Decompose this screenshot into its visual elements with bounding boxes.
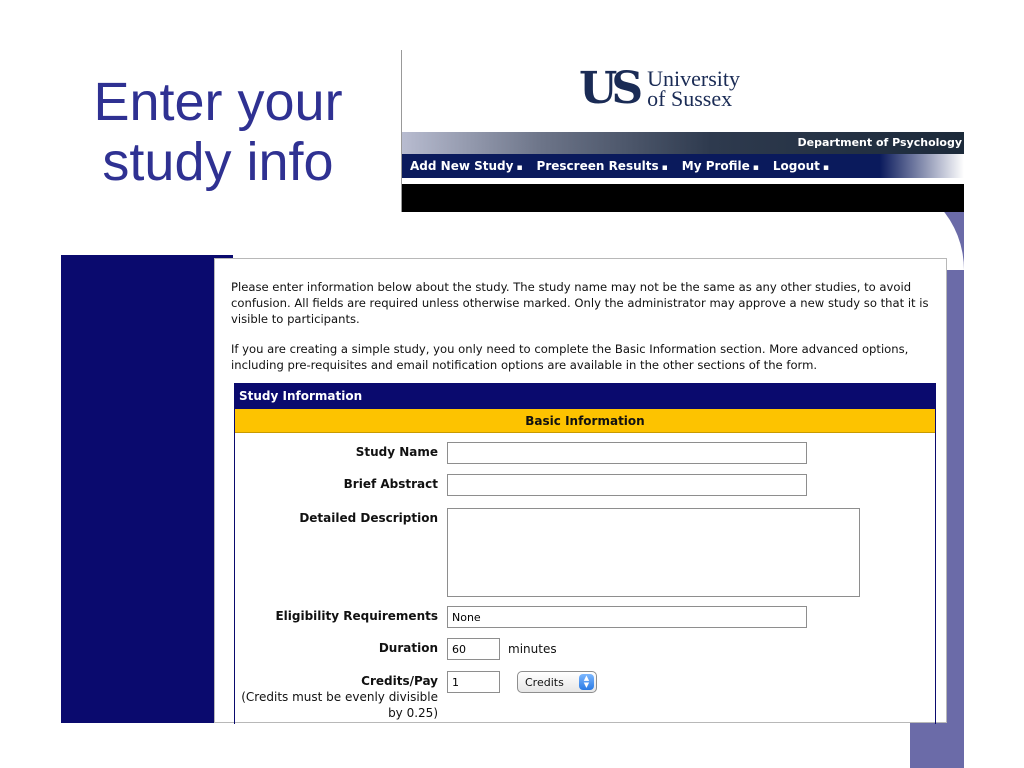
study-form-panel	[214, 258, 947, 723]
duration-input[interactable]	[447, 638, 500, 660]
nav-add-new-study[interactable]: Add New Study ▪	[410, 159, 523, 173]
nav-prescreen-results[interactable]: Prescreen Results ▪	[536, 159, 668, 173]
nav-separator-icon: ▪	[516, 163, 523, 173]
logo-mark: US	[579, 63, 638, 114]
credits-label: Credits/Pay	[361, 674, 438, 688]
study-name-label: Study Name	[355, 445, 438, 459]
slide-title: Enter your study info	[93, 72, 343, 192]
subsection-header: Basic Information	[235, 409, 935, 433]
intro-paragraph-1: Please enter information below about the study. The study name may not be the same as any other studies, to avoid confusion. All fields are required unless otherwise marked. Only the administrator may approve a new study so that it is visible to participants.	[231, 280, 929, 326]
section-header: Study Information	[235, 384, 935, 409]
eligibility-label: Eligibility Requirements	[275, 609, 438, 623]
logo-text	[647, 66, 741, 111]
study-information-box	[234, 383, 936, 724]
logo-line-1: University	[647, 66, 741, 91]
duration-label: Duration	[378, 641, 438, 655]
credits-type-select[interactable]	[517, 671, 597, 693]
nav-logout[interactable]: Logout ▪	[772, 159, 830, 173]
eligibility-input[interactable]	[447, 606, 807, 628]
nav-my-profile[interactable]: My Profile ▪	[681, 159, 759, 173]
logo-line-2: of Sussex	[647, 86, 733, 111]
nav-separator-icon: ▪	[822, 163, 830, 173]
slide-left-block	[61, 255, 233, 723]
duration-unit: minutes	[508, 642, 557, 656]
brief-abstract-input[interactable]	[447, 474, 807, 496]
intro-paragraph-2: If you are creating a simple study, you only need to complete the Basic Information section. More advanced options, including pre-requisites and email notification options are available in the other sections of the form.	[231, 342, 909, 372]
study-name-input[interactable]	[447, 442, 807, 464]
university-logo[interactable]	[579, 63, 741, 114]
main-nav	[402, 154, 964, 178]
department-label: Department of Psychology	[797, 136, 962, 149]
credits-label-group	[235, 673, 438, 721]
nav-separator-icon: ▪	[752, 163, 759, 173]
site-header	[401, 50, 964, 212]
credits-type-value: Credits	[525, 676, 564, 689]
department-bar	[402, 132, 964, 154]
credits-note: (Credits must be evenly divisible by 0.25)	[241, 690, 438, 720]
credits-input[interactable]	[447, 671, 500, 693]
header-black-bar	[402, 184, 964, 212]
detailed-description-label: Detailed Description	[299, 511, 438, 525]
detailed-description-textarea[interactable]	[447, 508, 860, 597]
nav-separator-icon: ▪	[661, 163, 668, 173]
select-arrows-icon: ▲ ▼	[579, 674, 594, 690]
brief-abstract-label: Brief Abstract	[343, 477, 438, 491]
